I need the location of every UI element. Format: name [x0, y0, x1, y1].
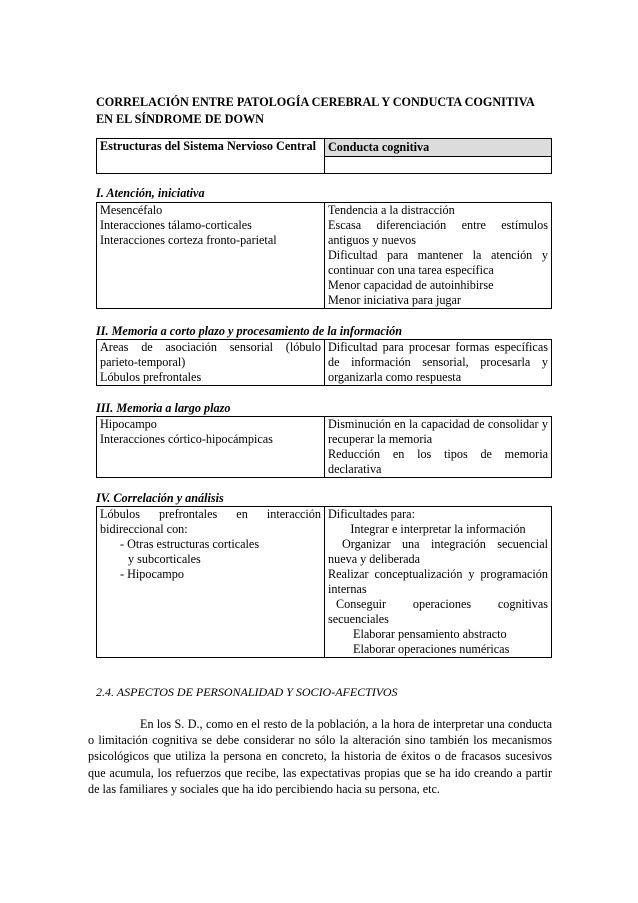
section-4-table [96, 506, 552, 658]
section-4-structure: y subcorticales [128, 552, 201, 566]
title-line-1: CORRELACIÓN ENTRE PATOLOGÍA CEREBRAL Y CONDUCTA COGNITIVA [96, 95, 535, 109]
section-4-structure: Lóbulos prefrontales en interacción bidireccional con: [100, 507, 321, 536]
section-2-table [96, 339, 552, 386]
section-1-conduct: Menor iniciativa para jugar [328, 293, 461, 307]
section-1-conduct: Menor capacidad de autoinhibirse [328, 278, 494, 292]
section-2-structure: Lóbulos prefrontales [100, 370, 202, 384]
section-3-structure: Hipocampo [100, 417, 157, 431]
section-1-conduct: Escasa diferenciación entre estímulos antiguos y nuevos [328, 218, 548, 247]
table-header [96, 138, 552, 174]
section-3-table [96, 416, 552, 478]
section-1-conduct: Tendencia a la distracción [328, 203, 455, 217]
section-4-conduct: Conseguir operaciones cognitivas secuenciales [328, 597, 548, 626]
section-3-conduct: Disminución en la capacidad de consolidar y recuperar la memoria [328, 417, 548, 446]
body-paragraph [88, 716, 552, 797]
section-1-structure: Interacciones corteza fronto-parietal [100, 233, 277, 247]
section-4-conduct: Organizar una integración secuencial nueva y deliberada [328, 537, 548, 566]
section-1-structure: Interacciones tálamo-corticales [100, 218, 252, 232]
body-paragraph-text: En los S. D., como en el resto de la población, a la hora de interpretar una conducta o limitación cognitiva se debe considerar no sólo la alteración sino también los mecanismos psicológicos que utiliza la persona en concreto, la historia de éxitos o de fracasos sucesivos que acumula, los refuerzos que recibe, las expectativas propias que se ha ido creando a partir de las familiares y sociales que ha ido percibiendo hacia su persona, etc. [88, 717, 552, 796]
section-4-structure: - Hipocampo [120, 567, 184, 581]
page-title [96, 94, 552, 128]
title-line-2: EN EL SÍNDROME DE DOWN [96, 112, 264, 126]
section-3-structure: Interacciones córtico-hipocámpicas [100, 432, 273, 446]
section-4-structure: - Otras estructuras corticales [120, 537, 260, 551]
section-4-conduct: Elaborar operaciones numéricas [353, 642, 510, 656]
section-title-2: II. Memoria a corto plazo y procesamiento de la información [96, 324, 403, 338]
section-title-1: I. Atención, iniciativa [96, 186, 205, 200]
section-subheading: 2.4. ASPECTOS DE PERSONALIDAD Y SOCIO-AFECTIVOS [96, 685, 398, 699]
section-4-conduct-head: Dificultades para: [328, 507, 415, 521]
section-1-conduct: Dificultad para mantener la atención y continuar con una tarea específica [328, 248, 548, 277]
section-2-conduct: Dificultad para procesar formas específicas de información sensorial, procesarla y organizarla como respuesta [328, 340, 548, 384]
header-col-conduct: Conducta cognitiva [325, 139, 551, 157]
section-4-conduct: Elaborar pensamiento abstracto [353, 627, 507, 641]
section-4-conduct: Realizar conceptualización y programación internas [328, 567, 548, 596]
section-1-table [96, 202, 552, 309]
section-2-structure: Areas de asociación sensorial (lóbulo parieto-temporal) [100, 340, 321, 369]
section-4-conduct: Integrar e interpretar la información [350, 522, 526, 536]
header-col-structures: Estructuras del Sistema Nervioso Central [97, 139, 325, 173]
section-3-conduct: Reducción en los tipos de memoria declarativa [328, 447, 548, 476]
section-title-3: III. Memoria a largo plazo [96, 401, 231, 415]
section-title-4: IV. Correlación y análisis [96, 491, 224, 505]
section-1-structure: Mesencéfalo [100, 203, 163, 217]
